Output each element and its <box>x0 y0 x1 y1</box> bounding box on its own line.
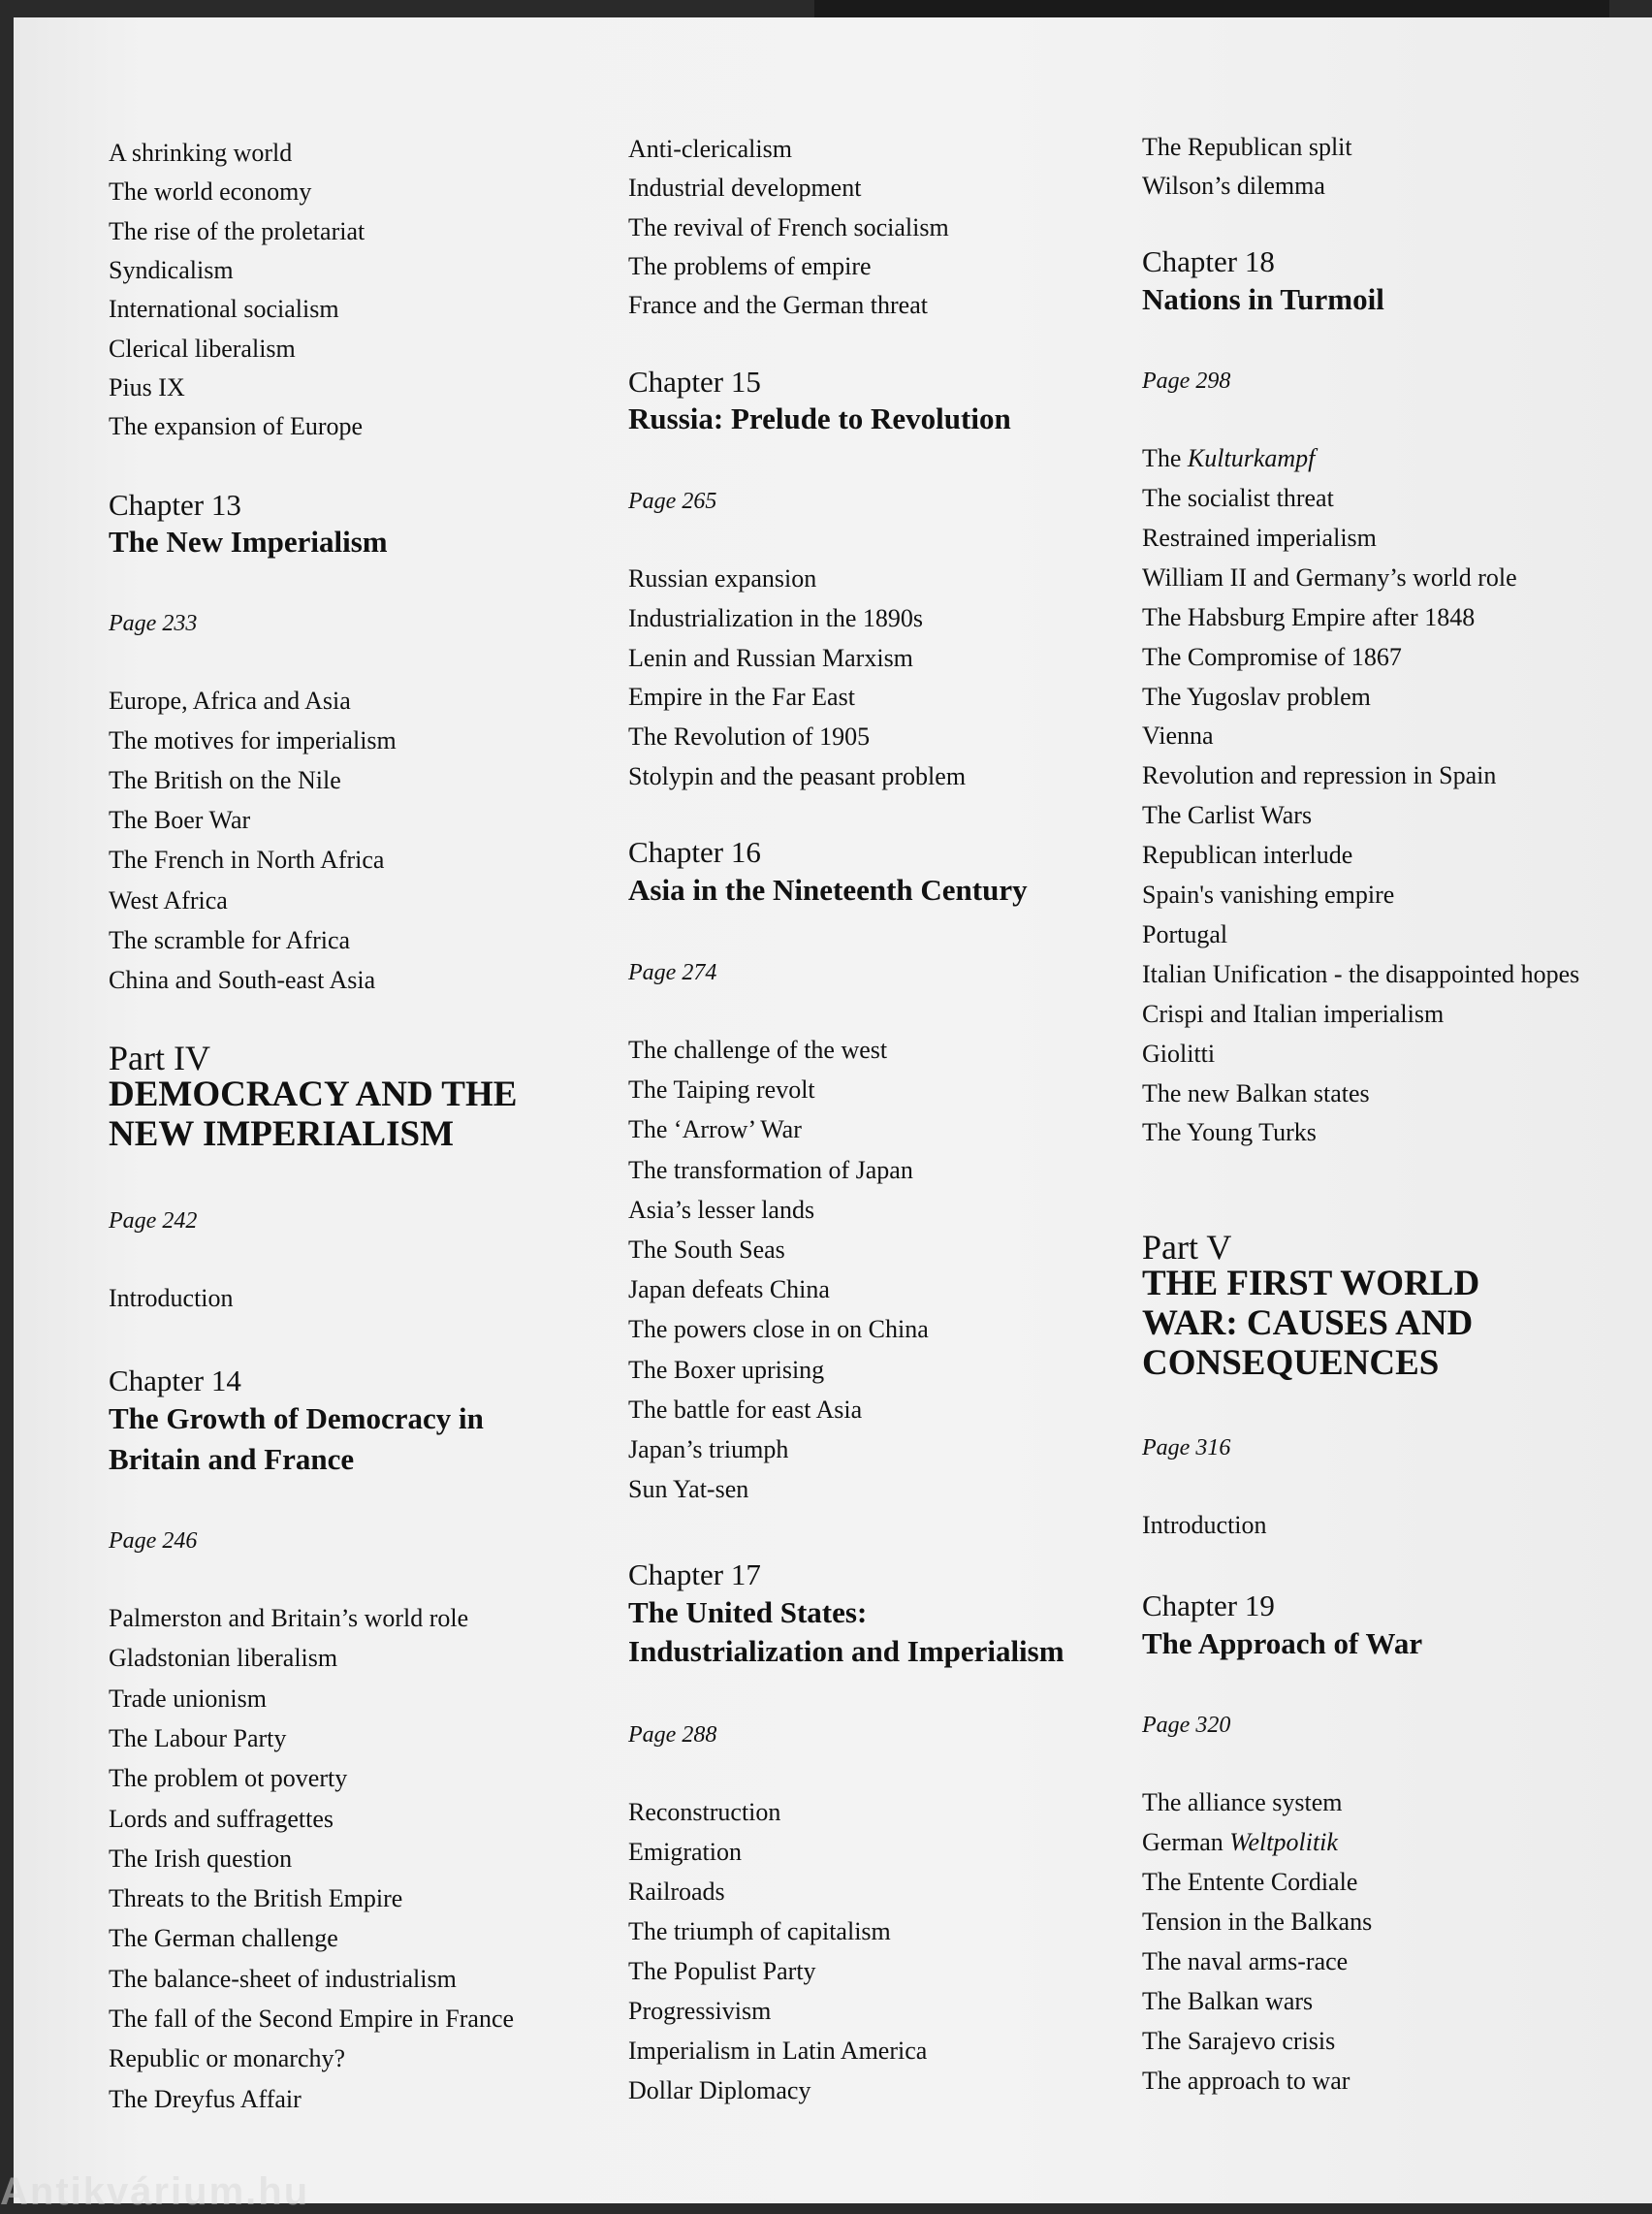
list-item: The Entente Cordiale <box>1142 1868 1358 1896</box>
list-item-alliance: The alliance system <box>1142 1788 1343 1816</box>
list-item: Sun Yat-sen <box>628 1475 749 1504</box>
chapter-15-title: Russia: Prelude to Revolution <box>628 401 1011 435</box>
part-4-title-2: NEW IMPERIALISM <box>109 1114 454 1154</box>
list-item: The battle for east Asia <box>628 1395 863 1424</box>
part-4-label: Part IV <box>109 1039 210 1077</box>
chapter-13-label: Chapter 13 <box>109 488 241 522</box>
chapter-14-title-2: Britain and France <box>109 1442 355 1476</box>
list-item: The Populist Party <box>628 1957 816 1985</box>
list-item: The expansion of Europe <box>109 412 364 441</box>
list-item: The balance-sheet of industrialism <box>109 1964 457 1993</box>
list-item: The Dreyfus Affair <box>109 2084 302 2113</box>
list-item: Europe, Africa and Asia <box>109 687 351 715</box>
watermark: Antikvárium.hu <box>0 2170 310 2213</box>
chapter-17-label: Chapter 17 <box>628 1557 761 1591</box>
chapter-17-title-2: Industrialization and Imperialism <box>628 1634 1064 1668</box>
list-item: The naval arms-race <box>1142 1947 1349 1975</box>
list-item: France and the German threat <box>628 291 928 320</box>
list-item: The Republican split <box>1142 133 1352 161</box>
list-item: Empire in the Far East <box>628 683 855 712</box>
list-item: Japan’s triumph <box>628 1435 789 1463</box>
list-item: The German challenge <box>109 1924 338 1953</box>
list-item: Tension in the Balkans <box>1142 1908 1373 1936</box>
list-item: The triumph of capitalism <box>628 1917 891 1945</box>
chapter-19-title: The Approach of War <box>1142 1626 1423 1660</box>
list-item: Restrained imperialism <box>1142 523 1377 552</box>
chapter-13-title: The New Imperialism <box>109 525 388 559</box>
list-item-kulturkampf <box>1142 444 1315 473</box>
chapter-14-label: Chapter 14 <box>109 1364 241 1397</box>
list-item: A shrinking world <box>109 139 293 167</box>
contents-page <box>14 17 1652 2203</box>
part-5-title-2: WAR: CAUSES AND <box>1142 1303 1474 1343</box>
list-item: Portugal <box>1142 919 1228 948</box>
list-item: Pius IX <box>109 372 185 401</box>
chapter-17-title-1: The United States: <box>628 1595 868 1629</box>
list-item-weltpolitik <box>1142 1828 1338 1857</box>
list-item: The fall of the Second Empire in France <box>109 2005 515 2033</box>
list-item: The approach to war <box>1142 2067 1350 2095</box>
list-item: The transformation of Japan <box>628 1155 913 1184</box>
list-item: Italian Unification - the disappointed hopes <box>1142 959 1580 988</box>
list-item: The South Seas <box>628 1235 785 1264</box>
list-item: The scramble for Africa <box>109 925 351 954</box>
list-item: Lords and suffragettes <box>109 1804 334 1833</box>
part-5-title-1: THE FIRST WORLD <box>1142 1264 1480 1303</box>
list-item: The Boer War <box>109 806 251 835</box>
kulturkampf-prefix: The <box>1142 444 1188 472</box>
part-4-intro: Introduction <box>109 1284 234 1312</box>
part-4-title-1: DEMOCRACY AND THE <box>109 1075 518 1114</box>
list-item: The problem ot poverty <box>109 1764 348 1793</box>
list-item: Reconstruction <box>628 1798 781 1826</box>
list-item: Threats to the British Empire <box>109 1884 403 1913</box>
list-item: The Balkan wars <box>1142 1987 1314 2015</box>
chapter-15-page: Page 265 <box>628 489 717 514</box>
part-5-title-3: CONSEQUENCES <box>1142 1343 1440 1383</box>
list-item: The socialist threat <box>1142 484 1334 512</box>
list-item: Republic or monarchy? <box>109 2044 346 2073</box>
list-item: The challenge of the west <box>628 1036 888 1064</box>
list-item: Wilson’s dilemma <box>1142 172 1325 200</box>
chapter-15-label: Chapter 15 <box>628 365 761 399</box>
list-item: Stolypin and the peasant problem <box>628 762 967 790</box>
list-item: Palmerston and Britain’s world role <box>109 1604 469 1632</box>
chapter-16-title: Asia in the Nineteenth Century <box>628 873 1028 907</box>
part-5-label: Part V <box>1142 1228 1232 1267</box>
list-item: Vienna <box>1142 722 1214 751</box>
list-item: West Africa <box>109 885 228 914</box>
list-item: Giolitti <box>1142 1039 1216 1068</box>
list-item: The powers close in on China <box>628 1315 929 1344</box>
list-item: The Compromise of 1867 <box>1142 642 1402 671</box>
kulturkampf-word: Kulturkampf <box>1187 444 1316 472</box>
chapter-18-label: Chapter 18 <box>1142 244 1275 278</box>
list-item: Trade unionism <box>109 1684 267 1713</box>
list-item: The rise of the proletariat <box>109 216 365 245</box>
list-item: Clerical liberalism <box>109 334 296 363</box>
chapter-17-page: Page 288 <box>628 1722 717 1748</box>
list-item: The Boxer uprising <box>628 1355 825 1384</box>
list-item: The Taiping revolt <box>628 1075 815 1105</box>
list-item: Progressivism <box>628 1997 772 2025</box>
chapter-19-label: Chapter 19 <box>1142 1588 1275 1622</box>
list-item: The Irish question <box>109 1844 293 1873</box>
list-item: Dollar Diplomacy <box>628 2076 811 2104</box>
chapter-14-page: Page 246 <box>109 1528 198 1554</box>
list-item: The ‘Arrow’ War <box>628 1115 802 1144</box>
chapter-13-page: Page 233 <box>109 611 198 636</box>
chapter-14-title-1: The Growth of Democracy in <box>109 1401 484 1435</box>
chapter-18-page: Page 298 <box>1142 369 1231 394</box>
list-item: The French in North Africa <box>109 846 385 875</box>
list-item: Lenin and Russian Marxism <box>628 643 913 672</box>
list-item: Revolution and repression in Spain <box>1142 761 1497 790</box>
list-item: The Young Turks <box>1142 1118 1317 1147</box>
list-item: Industrialization in the 1890s <box>628 603 924 632</box>
list-item: William II and Germany’s world role <box>1142 562 1517 592</box>
list-item: The problems of empire <box>628 251 872 280</box>
list-item: Republican interlude <box>1142 841 1353 870</box>
list-item: Spain's vanishing empire <box>1142 881 1395 909</box>
chapter-18-title: Nations in Turmoil <box>1142 282 1384 316</box>
list-item: Japan defeats China <box>628 1275 830 1304</box>
chapter-19-page: Page 320 <box>1142 1713 1231 1738</box>
list-item: The world economy <box>109 177 312 207</box>
list-item: The Habsburg Empire after 1848 <box>1142 602 1476 631</box>
list-item: International socialism <box>109 295 339 324</box>
list-item: The Labour Party <box>109 1723 287 1752</box>
list-item: The revival of French socialism <box>628 212 949 241</box>
list-item: Industrial development <box>628 174 862 203</box>
list-item: Railroads <box>628 1877 725 1906</box>
list-item: Russian expansion <box>628 564 817 593</box>
chapter-16-page: Page 274 <box>628 960 717 985</box>
list-item: Anti-clericalism <box>628 135 792 163</box>
part-5-intro: Introduction <box>1142 1511 1267 1539</box>
part-5-page: Page 316 <box>1142 1435 1231 1460</box>
list-item: Imperialism in Latin America <box>628 2037 928 2065</box>
part-4-page: Page 242 <box>109 1208 198 1234</box>
list-item: The Carlist Wars <box>1142 801 1313 830</box>
list-item: The new Balkan states <box>1142 1078 1370 1107</box>
list-item: The British on the Nile <box>109 766 341 795</box>
weltpolitik-word: Weltpolitik <box>1229 1828 1338 1856</box>
list-item: Asia’s lesser lands <box>628 1195 815 1224</box>
list-item: The Yugoslav problem <box>1142 682 1371 711</box>
list-item: Syndicalism <box>109 255 234 284</box>
list-item: Gladstonian liberalism <box>109 1644 338 1673</box>
list-item: China and South-east Asia <box>109 965 376 994</box>
list-item: The motives for imperialism <box>109 726 397 755</box>
list-item: The Sarajevo crisis <box>1142 2027 1336 2055</box>
list-item: Crispi and Italian imperialism <box>1142 999 1445 1028</box>
list-item: Emigration <box>628 1838 742 1866</box>
chapter-16-label: Chapter 16 <box>628 835 761 869</box>
list-item: The Revolution of 1905 <box>628 722 871 752</box>
weltpolitik-prefix: German <box>1142 1828 1230 1856</box>
